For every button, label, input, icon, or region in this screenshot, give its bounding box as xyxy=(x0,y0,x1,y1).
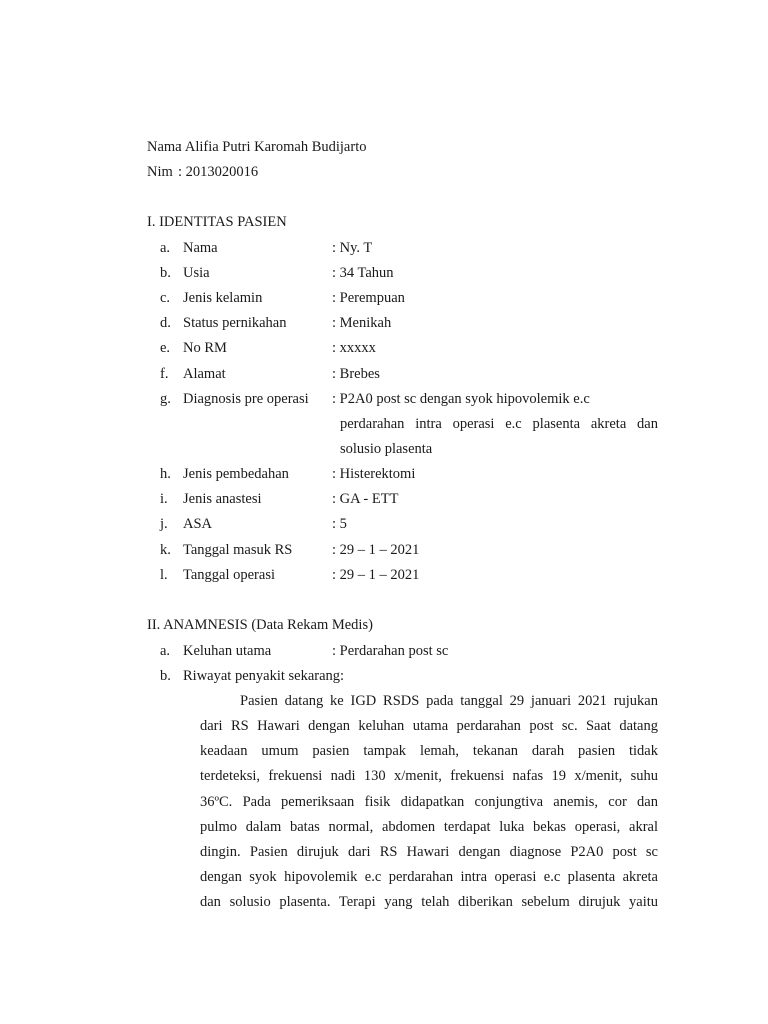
item-value-nama: : Ny. T xyxy=(332,240,373,256)
item-label-alamat: Alamat xyxy=(183,366,226,382)
item-value-no-rm: : xxxxx xyxy=(332,340,376,356)
item-value-alamat: : Brebes xyxy=(332,366,380,382)
item-label-usia: Usia xyxy=(183,265,210,281)
student-name-label: Nama xyxy=(147,139,182,155)
item-letter: g. xyxy=(160,391,171,407)
paragraph-line: Pasien datang ke IGD RSDS pada tanggal 29 januari 2021 rujukan xyxy=(240,693,658,709)
item-label-nama: Nama xyxy=(183,240,218,256)
item-value-diagnosis: : P2A0 post sc dengan syok hipovolemik e.c xyxy=(332,391,590,407)
item-label-jenis-pembedahan: Jenis pembedahan xyxy=(183,466,289,482)
student-nim-value: : 2013020016 xyxy=(178,164,259,180)
item-value-asa: : 5 xyxy=(332,516,347,532)
item-label-asa: ASA xyxy=(183,516,213,532)
item-label-tanggal-operasi: Tanggal operasi xyxy=(183,567,275,583)
item-letter: i. xyxy=(160,491,168,507)
item-letter: b. xyxy=(160,668,171,684)
paragraph-line: keadaan umum pasien tampak lemah, tekanan darah pasien tidak xyxy=(200,743,658,759)
section-anamnesis-title: II. ANAMNESIS (Data Rekam Medis) xyxy=(147,617,373,633)
paragraph-line: terdeteksi, frekuensi nadi 130 x/menit, frekuensi nafas 19 x/menit, suhu xyxy=(200,768,658,784)
item-letter: a. xyxy=(160,240,171,256)
item-letter: f. xyxy=(160,366,169,382)
item-value-keluhan: : Perdarahan post sc xyxy=(332,643,449,659)
paragraph-line: pulmo dalam batas normal, abdomen terdapat luka bekas operasi, akral xyxy=(200,819,658,835)
item-letter: l. xyxy=(160,567,168,583)
paragraph-line: dan solusio plasenta. Terapi yang telah diberikan sebelum dirujuk yaitu xyxy=(200,894,658,910)
item-value-status-pernikahan: : Menikah xyxy=(332,315,392,331)
item-letter: d. xyxy=(160,315,171,331)
item-letter: a. xyxy=(160,643,171,659)
paragraph-line: dingin. Pasien dirujuk dari RS Hawari dengan diagnose P2A0 post sc xyxy=(200,844,658,860)
item-label-jenis-anastesi: Jenis anastesi xyxy=(183,491,262,507)
item-letter: e. xyxy=(160,340,171,356)
item-label-no-rm: No RM xyxy=(183,340,227,356)
item-letter: j. xyxy=(160,516,168,532)
item-label-riwayat: Riwayat penyakit sekarang: xyxy=(183,668,345,684)
item-label-tanggal-masuk: Tanggal masuk RS xyxy=(183,542,293,558)
section-identitas-title: I. IDENTITAS PASIEN xyxy=(147,214,287,230)
paragraph-line: dari RS Hawari dengan keluhan utama perdarahan post sc. Saat datang xyxy=(200,718,658,734)
item-value-diagnosis-cont: perdarahan intra operasi e.c plasenta akreta dan xyxy=(340,416,658,432)
item-letter: b. xyxy=(160,265,171,281)
item-value-jenis-pembedahan: : Histerektomi xyxy=(332,466,416,482)
item-value-tanggal-masuk: : 29 – 1 – 2021 xyxy=(332,542,420,558)
item-label-status-pernikahan: Status pernikahan xyxy=(183,315,287,331)
item-value-usia: : 34 Tahun xyxy=(332,265,394,281)
paragraph-line: 36ºC. Pada pemeriksaan fisik didapatkan conjungtiva anemis, cor dan xyxy=(200,794,658,810)
item-value-jenis-kelamin: : Perempuan xyxy=(332,290,405,306)
item-label-keluhan: Keluhan utama xyxy=(183,643,272,659)
student-nim-label: Nim xyxy=(147,164,173,180)
item-letter: k. xyxy=(160,542,171,558)
student-name-value: : Alifia Putri Karomah Budijarto xyxy=(178,139,367,155)
paragraph-line: dengan syok hipovolemik e.c perdarahan intra operasi e.c plasenta akreta xyxy=(200,869,658,885)
item-letter: c. xyxy=(160,290,171,306)
item-value-diagnosis-cont: solusio plasenta xyxy=(340,441,433,457)
item-value-tanggal-operasi: : 29 – 1 – 2021 xyxy=(332,567,420,583)
item-value-jenis-anastesi: : GA - ETT xyxy=(332,491,399,507)
item-letter: h. xyxy=(160,466,171,482)
item-label-diagnosis: Diagnosis pre operasi xyxy=(183,391,309,407)
item-label-jenis-kelamin: Jenis kelamin xyxy=(183,290,263,306)
